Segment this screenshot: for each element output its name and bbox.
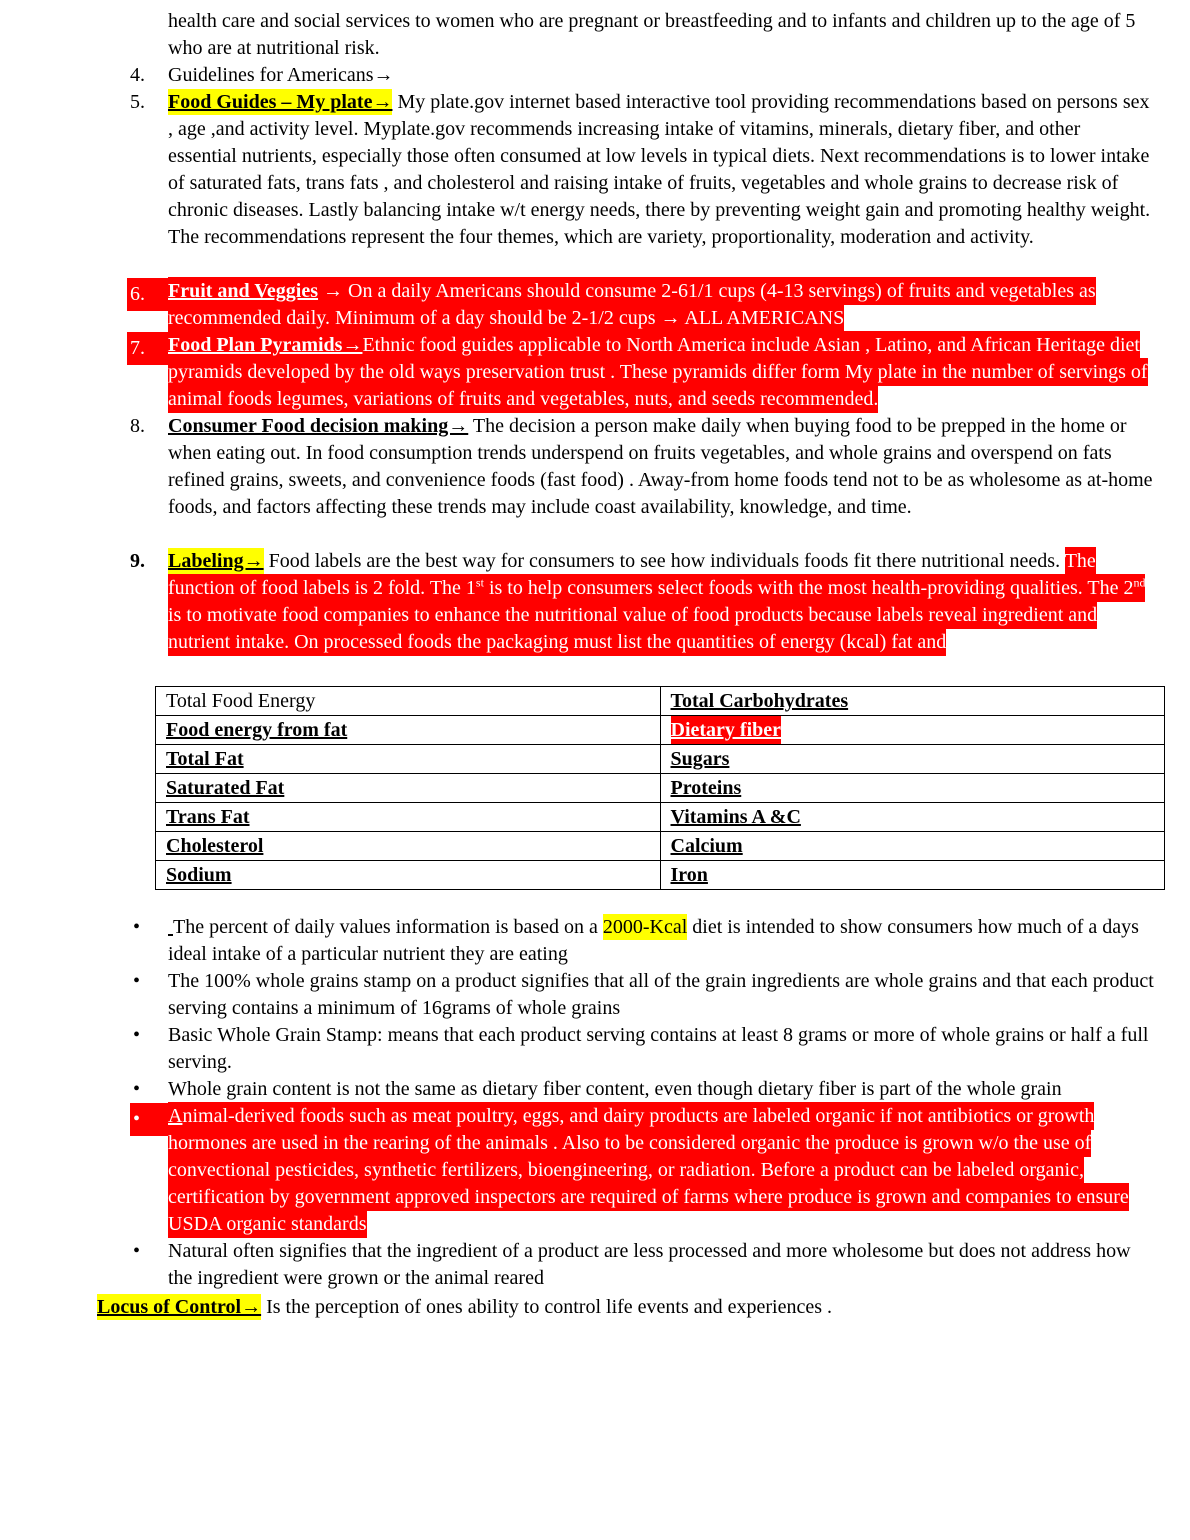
item-number: 5. [130,91,145,113]
bullet-marker-red: • [130,1103,168,1136]
table-row [156,687,1165,716]
list-item-7 [97,332,1154,413]
table-cell: Total Carbohydrates [670,689,849,712]
bullet-marker: • [133,1240,141,1262]
red-highlight-block [168,331,1148,413]
item-text: My plate.gov internet based interactive tool providing recommendations based on persons sex , age ,and activity level. Myplate.gov recommends increasing intake of vitamins, minerals, dietary fiber, and other essential nutrients, especially those often consumed at low levels in typical diets. Next recommendations is to lower intake of saturated fats, trans fats , and cholesterol and raising intake of fruits, vegetables and whole grains to decrease risk of chronic diseases. Lastly balancing intake w/t energy needs, there by preventing weight gain and promoting healthy weight. The recommendations represent the four themes, which are variety, proportionality, moderation and activity. [168,91,1151,248]
table-cell: Total Fat [166,747,244,770]
item-heading: Consumer Food decision making→ [168,415,469,437]
bullet-text: Natural often signifies that the ingredient of a product are less processed and more wholesome but does not address how the ingredient were grown or the animal reared [168,1240,1131,1289]
bullet-item-100-whole-grains [97,968,1154,1022]
spacer [97,251,1154,278]
bullet-text: Basic Whole Grain Stamp: means that each product serving contains at least 8 grams or more of whole grains or half a full serving. [168,1024,1149,1073]
item-text: → On a daily Americans should consume 2-61/1 cups (4-13 servings) of fruits and vegetables as recommended daily. Minimum of a day should be 2-1/2 cups → ALL AMERICANS [168,280,1096,329]
bullet-text: nimal-derived foods such as meat poultry, eggs, and dairy products are labeled organic if not antibiotics or growth hormones are used in the rearing of the animals . Also to be considered organic the produce is grown w/o the use of convectional pesticides, synthetic fertilizers, bioengineering, or radiation. Before a product can be labeled organic, certification by government approved inspectors are required of farms where produce is grown and companies to ensure USDA organic standards [168,1105,1129,1235]
table-cell: Total Food Energy [166,689,316,712]
item-text: Ethnic food guides applicable to North America include Asian , Latino, and African Heritage diet pyramids developed by the old ways preservation trust . These pyramids differ form My plate in the number of servings of animal foods legumes, variations of fruits and vegetables, nuts, and seeds recommended. [168,334,1148,410]
table-row [156,774,1165,803]
bullet-marker: • [133,1078,141,1100]
bullet-marker: • [133,970,141,992]
spacer [97,521,1154,548]
bullet-item-daily-values [97,914,1154,968]
bullet-text: Whole grain content is not the same as dietary fiber content, even though dietary fiber is part of the whole grain [168,1078,1062,1100]
locus-of-control-line [97,1294,1154,1321]
item-number: 7. [127,332,168,365]
list-item-4 [97,62,1154,89]
bullet-item-organic [97,1103,1154,1238]
item-heading-red: Fruit and Veggies [168,280,319,302]
table-row [156,832,1165,861]
table-cell: Saturated Fat [166,776,285,799]
red-text: The function of food labels is 2 fold. The 1 [168,550,1096,599]
item-number: 9. [130,550,145,572]
list-item-9 [97,548,1154,656]
red-highlight-block [168,277,1096,332]
red-text: is to motivate food companies to enhance the nutritional value of food products because labels reveal ingredient and nutrient intake. On processed foods the packaging must list the quantities of energy (kcal) fat and [168,604,1098,653]
bullet-marker: • [133,1024,141,1046]
item-text: Food labels are the best way for consumers to see how individuals foods fit there nutritional needs. [263,550,1065,572]
table-cell-red: Dietary fiber [671,716,782,744]
list-item-5 [97,89,1154,251]
item-heading-red: Food Plan Pyramids→ [168,334,363,356]
bullet-marker: • [133,916,141,938]
table-cell: Food energy from fat [166,718,348,741]
table-cell: Proteins [670,776,742,799]
nutrition-label-table [155,686,1165,890]
item-heading-yellow: Food Guides – My plate→ [168,91,393,113]
table-cell: Trans Fat [166,805,250,828]
red-text: is to help consumers select foods with the most health-providing qualities. The 2 [483,577,1134,599]
item-number: 8. [130,415,145,437]
bullet-item-natural [97,1238,1154,1292]
item-text: The decision a person make daily when buying food to be prepped in the home or when eating out. In food consumption trends underspend on fruits vegetables, and whole grains and overspend on fats refined grains, sweets, and convenience foods (fast food) . Away-from home foods tend not to be as wholesome as at-home foods, and factors affecting these trends may include coast availability, knowledge, and time. [168,415,1153,518]
intro-paragraph: health care and social services to women who are pregnant or breastfeeding and to infants and children up to the age of 5 who are at nutritional risk. [168,10,1136,59]
table-cell: Sugars [670,747,730,770]
table-row [156,716,1165,745]
table-cell: Sodium [166,863,232,886]
superscript: st [475,575,484,590]
superscript: nd [1133,575,1146,590]
list-item-8 [97,413,1154,521]
footer-heading-yellow: Locus of Control→ [97,1296,262,1318]
footer-text: Is the perception of ones ability to control life events and experiences . [261,1296,833,1318]
table-cell: Cholesterol [166,834,264,857]
table-row [156,803,1165,832]
table-cell: Vitamins A &C [670,805,801,828]
underlined-initial: A [168,1105,183,1127]
item-number: 6. [127,278,168,311]
table-row [156,861,1165,890]
bullet-item-basic-whole-grain-stamp [97,1022,1154,1076]
bullet-text: The 100% whole grains stamp on a product signifies that all of the grain ingredients are whole grains and that each product serving contains a minimum of 16grams of whole grains [168,970,1154,1019]
item-number: 4. [130,64,145,86]
bullet-text: The percent of daily values information is based on a [173,916,603,938]
yellow-highlight: 2000-Kcal [602,916,688,938]
table-cell: Calcium [670,834,743,857]
red-highlight-block [168,1102,1129,1238]
list-item-6 [97,278,1154,332]
table-cell: Iron [670,863,708,886]
item-text: Guidelines for Americans→ [168,64,394,86]
item-heading-yellow: Labeling→ [168,550,264,572]
bullet-item-whole-grain-content [97,1076,1154,1103]
table-row [156,745,1165,774]
bullet-text: diet is intended to show consumers how much of a days ideal intake of a particular nutrient they are eating [168,916,1139,965]
